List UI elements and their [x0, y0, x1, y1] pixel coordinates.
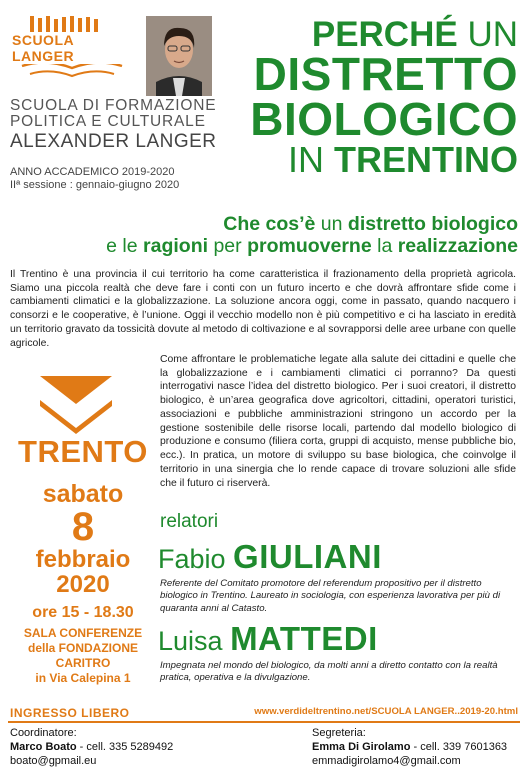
speaker-first-name: Luisa: [158, 626, 231, 656]
subtitle-bold: realizzazione: [397, 234, 518, 257]
subtitle-light: la: [371, 234, 398, 257]
school-line-2: POLITICA E CULTURALE: [10, 113, 206, 131]
venue-line: SALA CONFERENZE: [23, 626, 143, 641]
subtitle-light: un: [315, 213, 348, 235]
school-logo: [8, 14, 138, 80]
event-venue: [8, 626, 158, 686]
event-year: 2020: [56, 570, 110, 598]
body-paragraph: Come affrontare le problematiche legate alla salute dei cittadini e quelle che la globalizzazione e i cambiamenti climatici ci porranno? Da questi interrogativi nasce l’idea del distretto biologico. Per i suoi creatori, il distretto biologico, è un’area geografica dove agricoltori, cittadini, operatori turistici, associazioni e pubbliche amministrazioni stringono un accordo per la gestione sostenibile delle risorse locali, partendo dal modello biologico di produzione e consumo (filiera corta, gruppi di acquisto, mense pubbliche bio, ecc.). In pratica, un motore di sviluppo su base biologica, che coinvolge il territorio in una sinergia che lo rende capace di trovare soluzioni alle sfide che il futuro ci riserverà.: [160, 354, 516, 489]
title-line-1: [222, 15, 518, 54]
event-day: 8: [71, 504, 95, 549]
logo-text: SCUOLA LANGER: [10, 32, 138, 64]
subtitle-light: per: [208, 234, 248, 257]
event-weekday: sabato: [42, 479, 124, 508]
subtitle-bold: ragioni: [143, 234, 209, 257]
academic-year-block: [10, 166, 179, 192]
coordinator-name: Marco Boato: [10, 740, 77, 753]
coordinator-label: Coordinatore:: [10, 727, 77, 739]
coordinator-phone: - cell. 335 5289492: [76, 740, 174, 753]
event-city: TRENTO: [18, 434, 148, 469]
coordinator-email[interactable]: boato@gpmail.eu: [10, 754, 97, 767]
subtitle-line-2: [10, 236, 518, 258]
venue-line: della FONDAZIONE: [27, 641, 138, 656]
event-info: [8, 436, 158, 686]
free-entry-label: INGRESSO LIBERO: [10, 706, 130, 720]
secretary-block: [312, 727, 507, 768]
intro-paragraph: Il Trentino è una provincia il cui territorio ha come caratteristica il frazionamento della proprietà agricola. Siamo una piccola realtà che deve fare i conti con un futuro incerto e che dovrà affrontare sfide come i cambiamenti climatici e la globalizzazione. La soluzione ancora oggi, come in passato, quando nacquero i consorzi e le cooperative, è l’unione. Oggi il vecchio modello non è più competitivo e ci ha lasciato in eredità un territorio gravato da tossicità dovute al metodo di coltivazione e al sovrapporsi delle aree urbane con quelle agricole.: [10, 269, 516, 349]
subtitle-bold: Che cos’è: [223, 213, 316, 235]
subtitle-light: e le: [106, 234, 144, 257]
speaker-name: [158, 622, 378, 655]
title-light: UN: [457, 15, 518, 54]
down-arrow-icon: [38, 374, 114, 436]
secretary-name: Emma Di Girolamo: [312, 740, 411, 753]
secretary-email[interactable]: emmadigirolamo4@gmail.com: [312, 754, 461, 767]
title-line-4: [222, 139, 518, 181]
footer-divider: [8, 721, 520, 723]
secretary-contact: [312, 741, 507, 755]
title-line-3: BIOLOGICO: [250, 93, 518, 146]
session-info: IIª sessione : gennaio-giugno 2020: [10, 179, 180, 192]
title-bold: PERCHÉ: [311, 15, 458, 54]
speaker-first-name: Fabio: [158, 544, 234, 574]
event-time: ore 15 - 18.30: [32, 604, 134, 622]
subtitle-line-1: [10, 214, 518, 236]
school-line-1: SCUOLA DI FORMAZIONE: [10, 97, 217, 114]
speaker-last-name: GIULIANI: [233, 538, 382, 575]
speakers-label: relatori: [160, 511, 219, 532]
title-bold: TRENTINO: [334, 139, 518, 181]
academic-year: ANNO ACCADEMICO 2019-2020: [10, 166, 175, 178]
venue-line: CARITRO: [55, 656, 111, 671]
main-title: [222, 15, 518, 181]
title-line-2: DISTRETTO: [253, 48, 518, 101]
speaker-description: Impegnata nel mondo del biologico, da molti anni a diretto contatto con la realtà pratica, operativa e la divulgazione.: [160, 660, 498, 684]
school-line-3: ALEXANDER LANGER: [10, 130, 217, 152]
subtitle: [10, 214, 518, 258]
subtitle-bold: distretto biologico: [347, 213, 518, 235]
speaker-last-name: MATTEDI: [230, 620, 378, 657]
portrait-photo: [146, 16, 212, 96]
website-link[interactable]: www.verdideltrentino.net/SCUOLA LANGER..2019-20.html: [254, 706, 518, 717]
venue-line: in Via Calepina 1: [35, 671, 131, 686]
speaker-description: Referente del Comitato promotore del referendum propositivo per il distretto biologico in Trentino. Laureato in sociologia, con esperienza lavorativa per più di quaranta anni al Catasto.: [160, 578, 501, 614]
coordinator-block: [10, 727, 173, 768]
school-name: [10, 98, 220, 151]
event-month: febbraio: [35, 545, 131, 573]
secretary-label: Segreteria:: [312, 727, 366, 739]
subtitle-bold: promuoverne: [247, 234, 372, 257]
title-light: IN: [287, 139, 334, 181]
speaker-name: [158, 540, 382, 573]
coordinator-contact: [10, 741, 173, 755]
secretary-phone: - cell. 339 7601363: [410, 740, 508, 753]
